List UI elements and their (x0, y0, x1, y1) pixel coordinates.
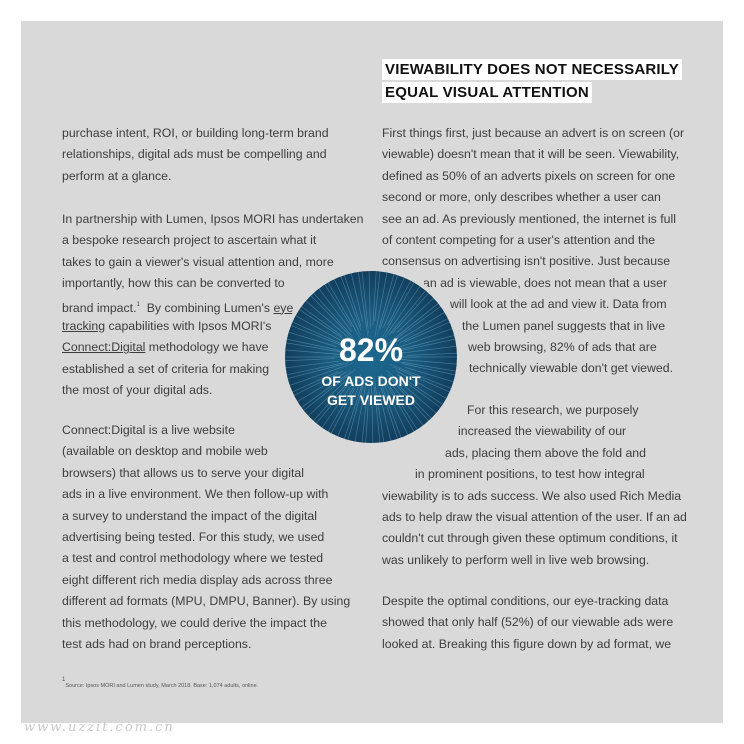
eye-tracking-link[interactable]: tracking (62, 318, 106, 333)
stat-badge (285, 271, 457, 443)
text-line: viewability is to ads success. We also used Rich Media (382, 488, 682, 503)
text-line: eight different rich media display ads across three (62, 572, 333, 587)
text-line: second or more, only describes whether a user can (382, 190, 661, 205)
text-line: a survey to understand the impact of the digital (62, 508, 317, 523)
footnote-ref: 1 (136, 301, 140, 308)
text-line: Connect:Digital is a live website (62, 423, 235, 437)
footnote-marker: 1 (62, 677, 66, 683)
badge-text (285, 271, 457, 443)
text-line: increased the viewability of our (458, 424, 627, 439)
text-line: showed that only half (52%) of our viewable ads were (382, 615, 674, 630)
text-line: web browsing, 82% of ads that are (468, 339, 657, 354)
text-fragment: brand impact. (62, 300, 137, 315)
text-line: (available on desktop and mobile web (62, 444, 268, 459)
badge-caption-line-2: GET VIEWED (327, 392, 415, 408)
text-line: technically viewable don't get viewed. (469, 361, 673, 376)
text-line: was unlikely to perform well in live web browsing. (382, 552, 650, 567)
left-paragraph-1 (62, 123, 329, 187)
text-line: ads in a live environment. We then follow-up with (62, 487, 329, 502)
heading-line-1: VIEWABILITY DOES NOT NECESSARILY (382, 59, 682, 80)
left-paragraph-3 (62, 420, 350, 655)
text-line: different ad formats (MPU, DMPU, Banner). By using (62, 594, 351, 609)
text-line: the most of your digital ads. (62, 383, 213, 398)
text-line: viewable) doesn't mean that it will be seen. Viewability, (382, 147, 680, 162)
text-line: in prominent positions, to test how integral (415, 467, 645, 482)
text-line: relationships, digital ads must be compelling and (62, 147, 327, 162)
watermark: www.uzzit.com.cn (24, 720, 175, 735)
text-line: of content competing for a user's attention and the (382, 232, 656, 247)
text-line: an ad is viewable, does not mean that a user (423, 275, 668, 290)
text-line: perform at a glance. (62, 168, 172, 183)
text-line: takes to gain a viewer's visual attention and, more (62, 254, 334, 269)
badge-caption-line-1: OF ADS DON'T (321, 373, 421, 389)
text-line: For this research, we purposely (467, 403, 639, 417)
text-line: importantly, how this can be converted to (62, 276, 285, 291)
text-line: In partnership with Lumen, Ipsos MORI has undertaken (62, 212, 364, 226)
text-line: will look at the ad and view it. Data from (450, 297, 667, 312)
text-fragment: methodology we have (145, 340, 269, 355)
right-paragraph-3 (382, 591, 673, 655)
heading-line-2: EQUAL VISUAL ATTENTION (382, 82, 592, 103)
section-heading (382, 59, 682, 105)
text-line: couldn't cut through given these optimum conditions, it (382, 531, 678, 546)
text-line: see an ad. As previously mentioned, the internet is full (382, 211, 676, 226)
eye-tracking-link[interactable]: eye (273, 300, 294, 315)
text-line: defined as 50% of an adverts pixels on screen for one (382, 168, 676, 183)
text-line: established a set of criteria for making (62, 361, 270, 376)
text-line: test ads had on brand perceptions. (62, 636, 252, 651)
text-line: consensus on advertising isn't positive. Just because (382, 254, 671, 269)
text-line: looked at. Breaking this figure down by ad format, we (382, 636, 672, 651)
text-line: ads, placing them above the fold and (445, 445, 646, 460)
text-line: Despite the optimal conditions, our eye-tracking data (382, 594, 669, 608)
text-line: a bespoke research project to ascertain what it (62, 233, 317, 248)
text-line: advertising being tested. For this study, we used (62, 529, 325, 544)
text-line: ads to help draw the visual attention of the user. If an ad (382, 509, 687, 524)
text-line: purchase intent, ROI, or building long-term brand (62, 126, 329, 140)
text-line: the Lumen panel suggests that in live (462, 318, 666, 333)
footnote-text: Source: Ipsos MORI and Lumen study, March 2018. Base: 1,074 adults, online. (65, 683, 259, 689)
text-line: browsers) that allows us to serve your digital (62, 465, 304, 480)
text-fragment: By combining Lumen's (139, 300, 274, 315)
badge-percent: 82% (338, 332, 404, 368)
footnote (62, 677, 258, 689)
text-fragment: capabilities with Ipsos MORI's (105, 318, 272, 333)
connect-digital-link[interactable]: Connect:Digital (62, 340, 146, 355)
text-line: a test and control methodology where we tested (62, 551, 324, 566)
text-line: this methodology, we could derive the impact the (62, 615, 327, 630)
text-line: First things first, just because an advert is on screen (or (382, 126, 685, 140)
